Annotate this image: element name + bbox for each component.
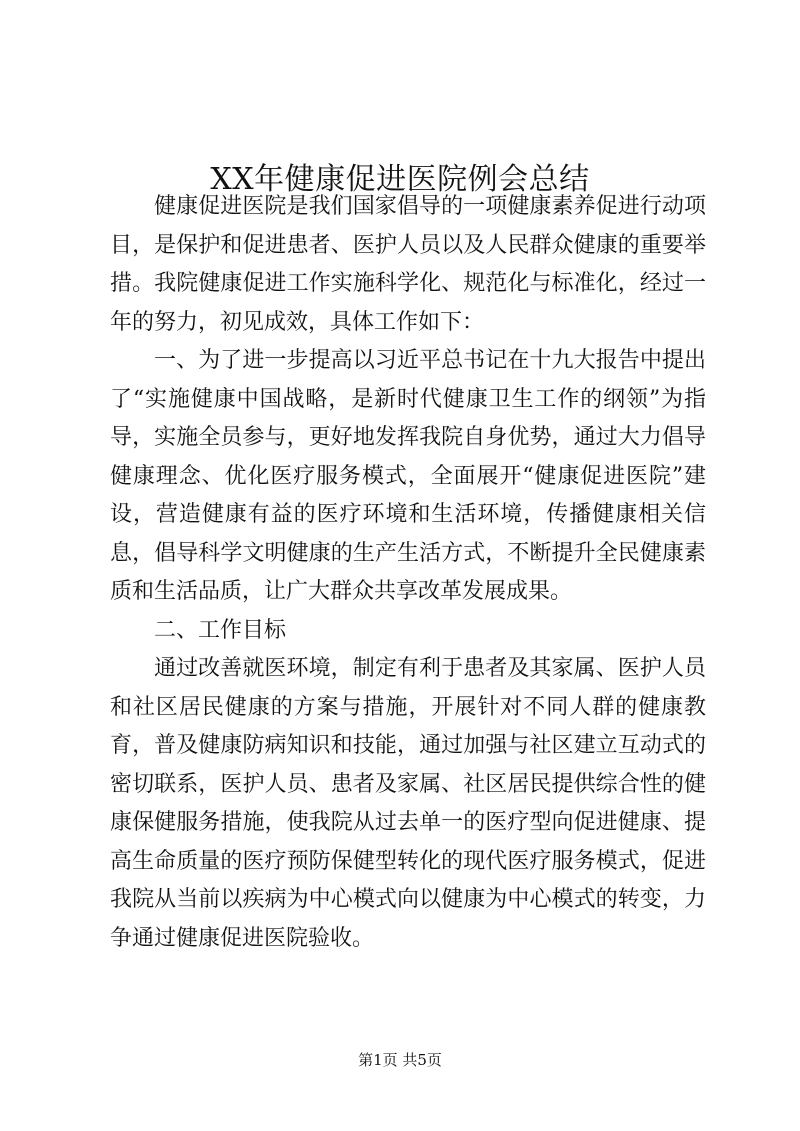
paragraph-work-goals: 通过改善就医环境，制定有利于患者及其家属、医护人员和社区居民健康的方案与措施，开展针对不同人群的健康教育，普及健康防病知识和技能，通过加强与社区建立互动式的密切联系，医护人员、患者及家属、社区居民提供综合性的健康保健服务措施，使我院从过去单一的医疗型向促进健康、提高生命质量的医疗预防保健型转化的现代医疗服务模式，促进我院从当前以疾病为中心模式向以健康为中心模式的转变，力争通过健康促进医院验收。 xyxy=(110,656,706,951)
document-title: XX年健康促进医院例会总结 xyxy=(210,162,590,198)
heading-work-goals: 二、工作目标 xyxy=(154,617,287,643)
document-body xyxy=(110,188,706,958)
paragraph-section-one: 一、为了进一步提高以习近平总书记在十九大报告中提出了“实施健康中国战略，是新时代健康卫生工作的纲领”为指导，实施全员参与，更好地发挥我院自身优势，通过大力倡导健康理念、优化医疗服务模式，全面展开“健康促进医院”建设，营造健康有益的医疗环境和生活环境，传播健康相关信息，倡导科学文明健康的生产生活方式，不断提升全民健康素质和生活品质，让广大群众共享改革发展成果。 xyxy=(110,348,706,604)
paragraph-intro: 健康促进医院是我们国家倡导的一项健康素养促进行动项目，是保护和促进患者、医护人员以及人民群众健康的重要举措。我院健康促进工作实施科学化、规范化与标准化，经过一年的努力，初见成效，具体工作如下： xyxy=(110,194,706,335)
page-number-footer: 第1页 共5页 xyxy=(358,1051,442,1069)
